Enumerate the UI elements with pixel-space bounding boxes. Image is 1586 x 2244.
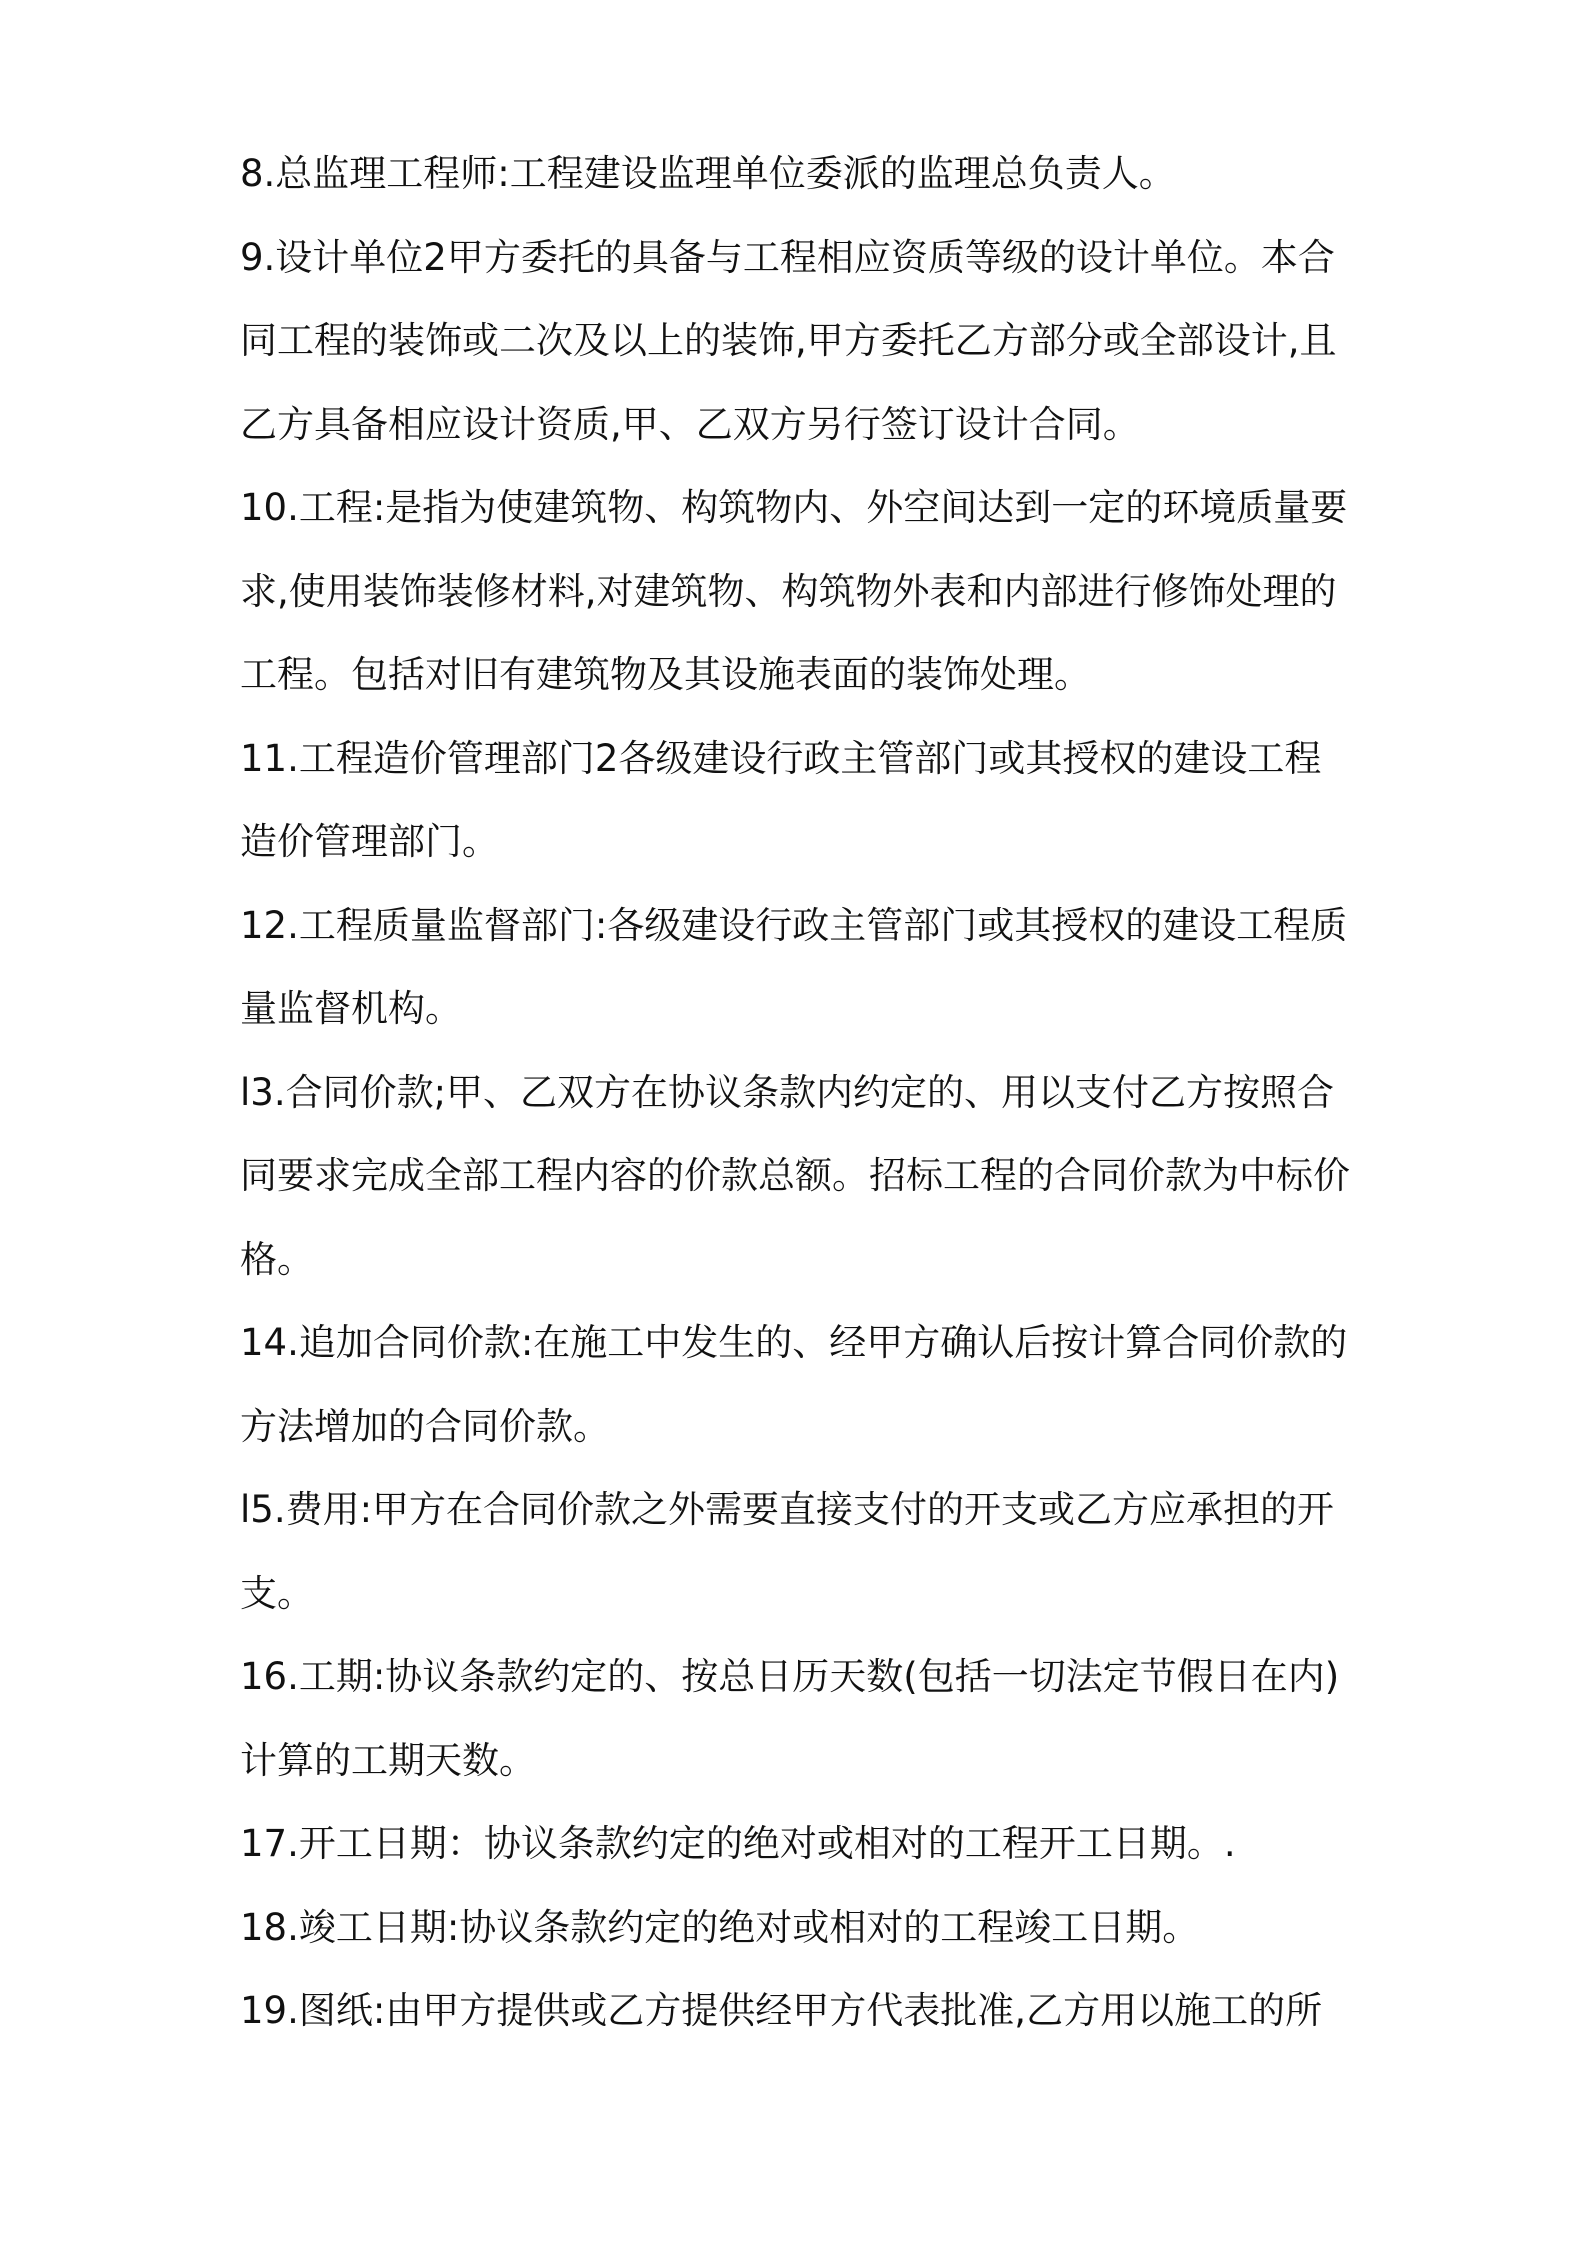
text-line: 计算的工期天数。 — [240, 1738, 536, 1782]
document-body — [240, 132, 1360, 2053]
text-line: 求,使用装饰装修材料,对建筑物、构筑物外表和内部进行修饰处理的 — [240, 569, 1337, 613]
text-line: 11.工程造价管理部门2各级建设行政主管部门或其授权的建设工程 — [240, 736, 1322, 780]
text-line: 造价管理部门。 — [240, 820, 499, 863]
text-line: 19.图纸:由甲方提供或乙方提供经甲方代表批准,乙方用以施工的所 — [240, 1989, 1323, 2032]
text-line: 17.开工日期：协议条款约定的绝对或相对的工程开工日期。. — [240, 1822, 1236, 1865]
text-line: 同工程的装饰或二次及以上的装饰,甲方委托乙方部分或全部设计,且 — [240, 319, 1337, 362]
text-line: 10.工程:是指为使建筑物、构筑物内、外空间达到一定的环境质量要 — [240, 486, 1348, 529]
text-line: 12.工程质量监督部门:各级建设行政主管部门或其授权的建设工程质 — [240, 903, 1348, 947]
text-line: 同要求完成全部工程内容的价款总额。招标工程的合同价款为中标价 — [240, 1154, 1350, 1197]
text-line: 支。 — [240, 1571, 314, 1615]
text-line: 8.总监理工程师:工程建设监理单位委派的监理总负责人。 — [240, 152, 1176, 195]
text-line: 方法增加的合同价款。 — [240, 1404, 610, 1448]
text-line: 格。 — [240, 1237, 314, 1281]
text-line: 14.追加合同价款:在施工中发生的、经甲方确认后按计算合同价款的 — [240, 1321, 1348, 1364]
text-line: 18.竣工日期:协议条款约定的绝对或相对的工程竣工日期。 — [240, 1905, 1200, 1949]
text-line: l3.合同价款;甲、乙双方在协议条款内约定的、用以支付乙方按照合 — [240, 1070, 1335, 1114]
text-line: 工程。包括对旧有建筑物及其设施表面的装饰处理。 — [240, 653, 1091, 696]
text-line: 9.设计单位2甲方委托的具备与工程相应资质等级的设计单位。本合 — [240, 235, 1335, 279]
text-line: 量监督机构。 — [240, 987, 462, 1030]
text-line: 16.工期:协议条款约定的、按总日历天数(包括一切法定节假日在内) — [240, 1655, 1340, 1698]
text-line: 乙方具备相应设计资质,甲、乙双方另行签订设计合同。 — [240, 402, 1140, 446]
text-line: l5.费用:甲方在合同价款之外需要直接支付的开支或乙方应承担的开 — [240, 1488, 1335, 1531]
